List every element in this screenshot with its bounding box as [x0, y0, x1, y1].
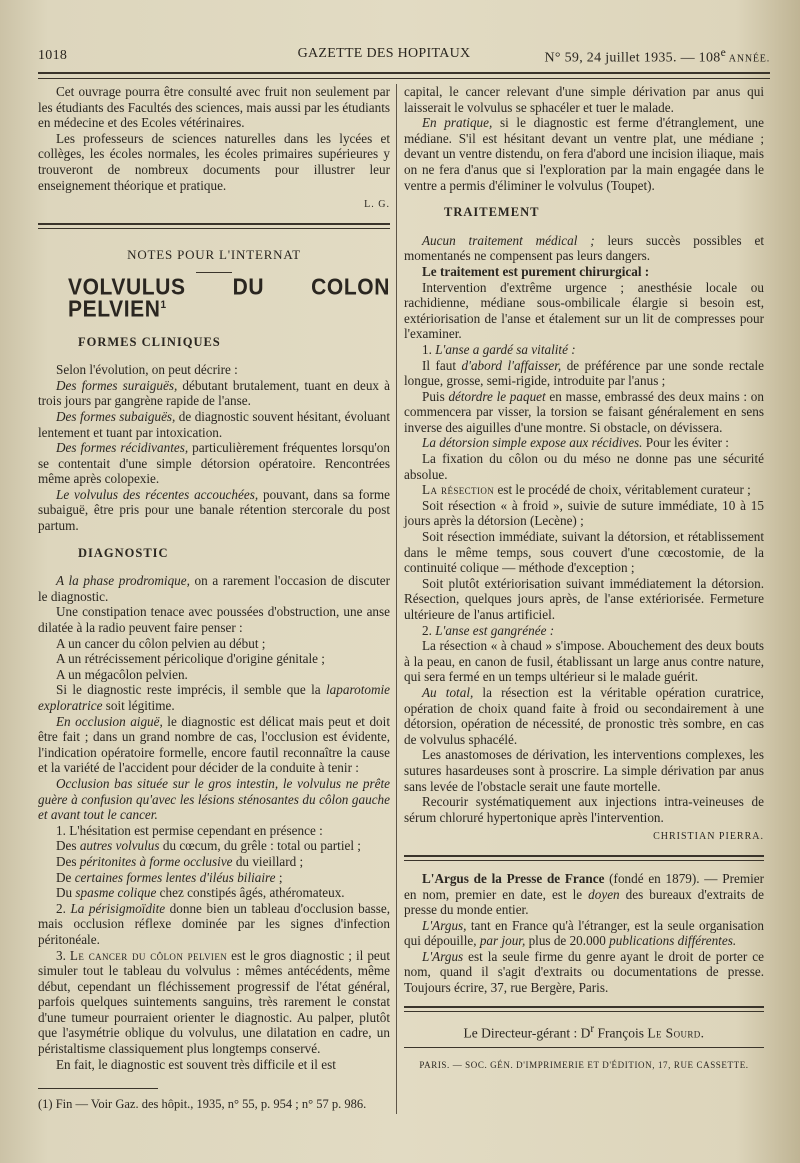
text: de diagnostic souvent hésitant, évoluant lentement et tuant par intoxication. — [38, 408, 390, 440]
italic-text: doyen — [588, 886, 620, 902]
italic-text: La périsigmoïdite — [70, 900, 166, 916]
italic-text: A la phase prodromique, — [56, 573, 190, 589]
paragraph — [404, 115, 764, 193]
paragraph: La résection « à chaud » s'impose. Abouchement des deux bouts à la peau, en canon de fusil, établissant un large anus contre nature, qui sera fermé en un temps ultérieur si le malade guérit. — [404, 638, 764, 685]
subheading-diagnostic: DIAGNOSTIC — [78, 545, 169, 560]
paragraph: En fait, le diagnostic est souvent très difficile et il est — [56, 1056, 336, 1072]
paragraph — [404, 949, 764, 996]
section-rule — [38, 223, 390, 229]
paragraph: Une constipation tenace avec poussées d'obstruction, une anse dilatée à la radio peuvent faire penser : — [38, 604, 390, 636]
text: tant en France qu'à l'étranger, est la seule organisation qui dépouille, — [404, 917, 764, 949]
smallcaps-text: Le Sourd. — [647, 1025, 705, 1041]
text: est la seule firme du genre ayant le droit de porter ce nom, quand il s'agit d'extraits ou documentations de presse. Toujours écrire, 37, rue Bergère, Paris. — [404, 948, 764, 996]
text: chez constipés âgés, athéromateux. — [156, 885, 345, 901]
italic-text: Occlusion bas située sur le gros intestin, le volvulus ne prête guère à confusion qu'avec les lésions sténosantes du côlon gauche et avant tout le cancer. — [38, 775, 390, 823]
paragraph — [404, 389, 764, 436]
paragraph — [404, 264, 764, 280]
paragraph — [404, 358, 764, 389]
text: Des — [56, 853, 80, 869]
sup-text: r — [590, 1022, 595, 1035]
text: Le Directeur-gérant : D — [463, 1025, 591, 1041]
italic-text: Des formes subaiguës, — [56, 408, 176, 424]
italic-text: Des formes suraiguës, — [56, 377, 178, 393]
paragraph: Soit plutôt extériorisation suivant immédiatement la détorsion. Résection, quelques jours après, de l'anse extériorisée. Fermeture ultérieure de l'anus artificiel. — [404, 575, 764, 622]
italic-text: En occlusion aiguë, — [56, 713, 163, 729]
paragraph — [38, 901, 390, 948]
paragraph — [404, 435, 764, 451]
intro-paragraph: Cet ouvrage pourra être consulté avec fruit non seulement par les étudiants des Facultés des sciences, mais aussi par les étudiants en médecine et des Ecoles vétérinaires. — [38, 84, 390, 131]
paragraph: La fixation du côlon ou du méso ne donne pas une sécurité absolue. — [404, 451, 764, 482]
paragraph: 1. L'hésitation est permise cependant en présence : — [56, 822, 323, 838]
smallcaps-text: La résection — [422, 482, 495, 498]
text: (fondé en 1879). — Premier en nom, premier en date, est le — [404, 870, 764, 902]
paragraph — [38, 682, 390, 713]
paragraph — [38, 409, 390, 440]
text: en masse, embrassé des deux mains : on commencera par visser, la torsion se faisant généralement en sens inverse des aiguilles d'une montre. Si obstacle, on dévissera. — [404, 388, 764, 435]
text: donne bien un tableau d'occlusion basse, mais occlusion réflexe dominée par les signes d'infection péritonéale. — [38, 900, 390, 947]
text: est le gros diagnostic ; il peut simuler tout le tableau du volvulus : mêmes antécédents, même début, cependant un fléchissement progressif de l'état général, parfois quelques suintements sanguins, très rarement le constat d'une tumeur pourraient orienter le diagnostic. Au palper, plutôt que l'asymétrie oblique du volvulus, une dilatation en cadre, un péristaltisme classiquement plus longtemps conservé. — [38, 947, 391, 1057]
paragraph: capital, le cancer relevant d'une simple dérivation par anus qui laisserait le volvulus se sphacéler et tuer le malade. — [404, 84, 764, 115]
smallcaps-text: Le cancer du côlon pelvien — [69, 947, 228, 963]
footnote: (1) Fin — Voir Gaz. des hôpit., 1935, n° 55, p. 954 ; n° 57 p. 986. — [38, 1097, 367, 1112]
journal-title: GAZETTE DES HOPITAUX — [297, 46, 471, 61]
paragraph — [404, 233, 764, 264]
issue-annee: ANNÉE. — [726, 53, 770, 65]
text: débutant brutalement, tuant en deux à trois jours par gangrène rapide de l'anse. — [38, 377, 390, 409]
printer-line: PARIS. — SOC. GÉN. D'IMPRIMERIE ET D'ÉDITION, 17, RUE CASSETTE. — [419, 1059, 749, 1070]
italic-text: L'anse est gangrénée : — [435, 622, 555, 638]
text: François — [594, 1025, 648, 1041]
paragraph — [38, 948, 390, 1057]
text: Pour les éviter : — [642, 435, 729, 451]
text: le diagnostic est délicat mais peut et doit être fait ; dans un grand nombre de cas, l'occlusion est évidente, l'indication opératoire formelle, encore fautil reconnaître la cause et la variété de l'accident pour décider de la conduite à tenir : — [38, 713, 390, 776]
paragraph — [404, 918, 764, 949]
text: Du — [56, 885, 76, 901]
header-rule — [38, 72, 770, 79]
page-number: 1018 — [38, 48, 68, 63]
italic-text: détordre le paquet — [448, 388, 546, 404]
text: 2. — [56, 900, 71, 916]
italic-text: L'Argus — [422, 948, 464, 964]
paragraph: Recourir systématiquement aux injections intra-veineuses de sérum chloruré hypertonique après l'intervention. — [404, 794, 764, 825]
text: plus de 20.000 — [525, 933, 610, 949]
italic-text: Au total, — [422, 684, 474, 700]
paragraph — [38, 714, 390, 776]
italic-text: laparotomie exploratrice — [38, 682, 390, 713]
issue-info — [545, 46, 771, 67]
argus-title: L'Argus de la Presse de France — [422, 870, 605, 886]
text: Si le diagnostic reste imprécis, il semble que la — [56, 682, 327, 698]
section-heading: NOTES POUR L'INTERNAT — [127, 246, 301, 262]
paragraph — [38, 573, 390, 604]
paragraph: Soit résection immédiate, suivant la détorsion, et rétablissement dans le même temps, sous couvert d'une cœcostomie, de la continuité colique — méthode d'exception ; — [404, 529, 764, 576]
italic-text: Le volvulus des récentes accouchées, — [56, 486, 259, 502]
text: De — [56, 869, 75, 885]
issue-sup: e — [720, 46, 727, 59]
page-header — [38, 44, 770, 68]
italic-text: par jour, — [479, 933, 526, 949]
text: 3. — [56, 947, 70, 963]
text: du cœcum, du grêle : total ou partiel ; — [159, 838, 361, 854]
paragraph — [38, 378, 390, 409]
section-rule — [404, 855, 764, 861]
left-column — [38, 84, 390, 1112]
paragraph — [404, 871, 764, 918]
paragraph — [404, 342, 764, 358]
article-title — [68, 275, 390, 323]
bold-text: Le traitement est purement chirurgical : — [422, 263, 650, 279]
text: ; — [275, 869, 283, 885]
italic-text: autres volvulus — [79, 838, 160, 854]
paragraph — [404, 685, 764, 747]
author-signature: CHRISTIAN PIERRA. — [653, 831, 764, 843]
italic-text: Des formes récidivantes, — [56, 440, 189, 456]
subheading-traitement: TRAITEMENT — [444, 205, 540, 220]
column-separator — [396, 84, 397, 1114]
paragraph — [404, 482, 764, 498]
text: des bureaux d'extraits de presse du monde entier. — [404, 886, 764, 918]
italic-text: d'abord l'affaisser, — [461, 357, 562, 373]
director-line — [404, 1022, 764, 1041]
text: Des — [56, 838, 80, 854]
text: leurs succès possibles et momentanés ne compensent pas leurs dangers. — [404, 232, 764, 264]
argus-advertisement — [404, 871, 764, 996]
paragraph — [38, 440, 390, 487]
paragraph: Intervention d'extrême urgence ; anesthésie locale ou rachidienne, médiane sous-ombilicale élargie si besoin est, extériorisation de l'anse et étalement sur un lit de compresses pour l'examiner. — [404, 279, 764, 342]
paragraph — [38, 838, 390, 854]
italic-text: spasme colique — [75, 885, 157, 901]
list-item: A un rétrécissement péricolique d'origine génitale ; — [56, 651, 325, 667]
footnote-rule — [38, 1088, 158, 1089]
issue-text: N° 59, 24 juillet 1935. — 108 — [544, 50, 721, 66]
thin-rule — [404, 1047, 764, 1048]
paragraph — [38, 870, 390, 886]
paragraph — [404, 623, 764, 639]
italic-text: Aucun traitement médical ; — [422, 232, 595, 248]
italic-text: certaines formes lentes d'iléus biliaire — [74, 869, 276, 885]
paragraph: Les anastomoses de dérivation, les interventions complexes, les sutures hasardeuses sont à proscrire. La simple dérivation par anus sans levée de l'obstacle serait une faute mortelle. — [404, 747, 764, 794]
italic-text: L'Argus, — [422, 917, 467, 933]
italic-text: L'anse a gardé sa vitalité : — [435, 341, 576, 357]
subheading-formes: FORMES CLINIQUES — [78, 334, 221, 349]
footnote-marker: 1 — [160, 298, 167, 312]
text: la résection est la véritable opération curatrice, opération de choix quand faite à froid ou secondairement à une détorsion, opération de nécessité, de pronostic très sombre, en cas de volvulus sphacélé. — [404, 684, 764, 747]
text: on a rarement l'occasion de discuter le diagnostic. — [38, 573, 390, 604]
italic-text: publications différentes. — [609, 933, 737, 949]
text: du vieillard ; — [232, 853, 304, 869]
italic-text: La détorsion simple expose aux récidives. — [422, 435, 643, 451]
intro-signature: L. G. — [364, 199, 390, 211]
text: Il faut — [422, 357, 462, 373]
text: si le diagnostic est ferme d'étranglement, une médiane. S'il est hésitant devant un ventre plat, une médiane ; devant un ventre distendu, on fera d'abord une incision iliaque, mais on ne fera d'anus que si l'exploration par la main engagée dans le ventre a permis d'éliminer le volvulus (Toupet). — [404, 115, 764, 193]
section-rule — [404, 1006, 764, 1012]
text: de préférence par une sonde rectale longue, grosse, semi-rigide, introduite par l'anus ; — [404, 357, 764, 389]
text: 1. — [422, 341, 436, 357]
paragraph: Soit résection « à froid », suivie de suture immédiate, 10 à 15 jours après la détorsion (Lecène) ; — [404, 497, 764, 529]
text: Puis — [422, 388, 449, 404]
text: soit légitime. — [102, 698, 175, 713]
text: particulièrement fréquentes lorsqu'on se contentait d'une simple détorsion opératoire. Rencontrées même après colopexie. — [38, 440, 390, 487]
right-column — [404, 84, 764, 1073]
paragraph: Selon l'évolution, on peut décrire : — [56, 362, 238, 378]
paragraph — [38, 487, 390, 534]
list-item: A un mégacôlon pelvien. — [56, 666, 188, 682]
short-rule — [196, 272, 232, 273]
paragraph — [38, 776, 390, 823]
italic-text: péritonites à forme occlusive — [79, 853, 233, 869]
intro-paragraph: Les professeurs de sciences naturelles dans les lycées et collèges, les écoles normales, les écoles primaires supérieures y trouveront de nombreux documents pour illustrer leur enseignement théorique et pratique. — [38, 130, 390, 193]
italic-text: En pratique, — [422, 115, 493, 131]
paragraph — [38, 885, 390, 901]
paragraph — [38, 854, 390, 870]
text: pouvant, dans sa forme subaiguë, être pris pour une banale rétention stercorale du post partum. — [38, 486, 390, 534]
list-item: A un cancer du côlon pelvien au début ; — [56, 635, 266, 651]
text: est le procédé de choix, véritablement curateur ; — [494, 482, 751, 498]
article-title-text: VOLVULUS DU COLON PELVIEN — [68, 275, 390, 323]
text: 2. — [422, 622, 436, 638]
